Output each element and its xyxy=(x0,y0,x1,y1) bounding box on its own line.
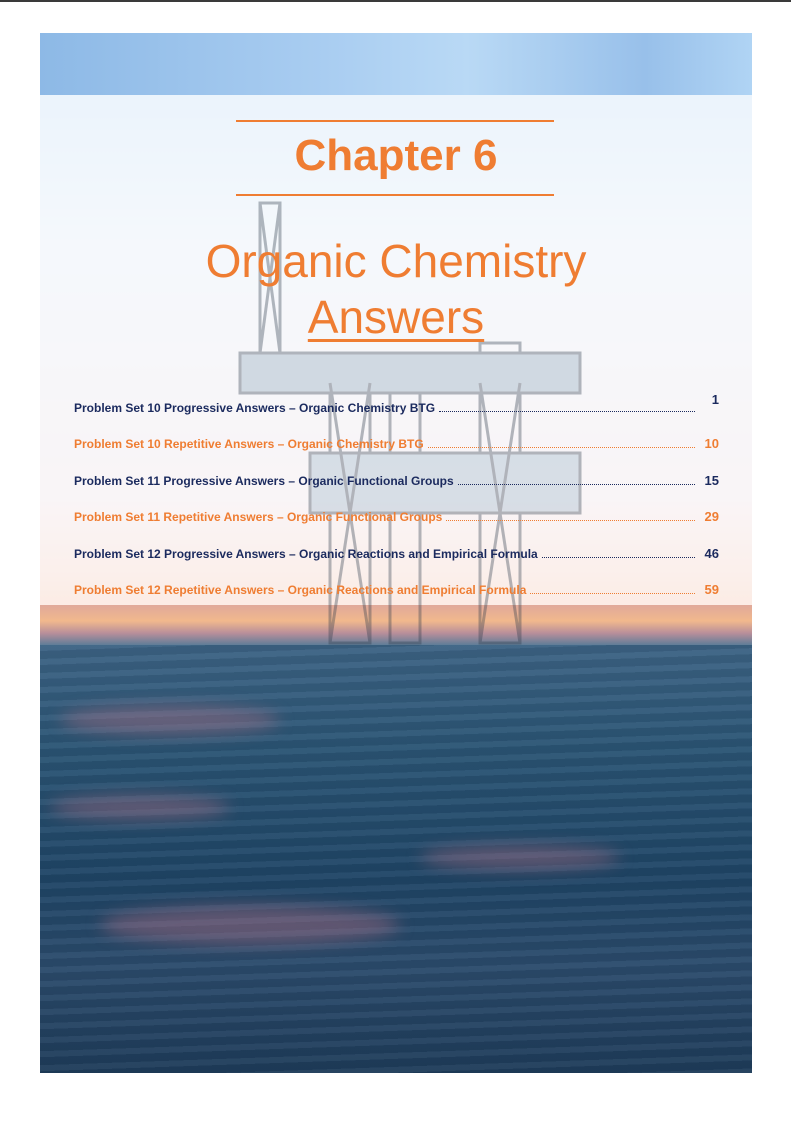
toc-entry-label: Problem Set 12 Progressive Answers – Organic Reactions and Empirical Formula xyxy=(74,546,538,561)
toc-entry-label: Problem Set 10 Repetitive Answers – Organic Chemistry BTG xyxy=(74,437,424,451)
toc-entry[interactable] xyxy=(74,451,719,488)
title-line-2: Answers xyxy=(307,291,485,343)
title-line-1: Organic Chemistry xyxy=(205,235,587,287)
table-of-contents xyxy=(74,378,719,597)
toc-entry-label: Problem Set 11 Progressive Answers – Organic Functional Groups xyxy=(74,473,454,488)
toc-entry-page: 46 xyxy=(704,545,719,561)
leader-dots xyxy=(542,557,695,558)
document-page xyxy=(40,33,752,1073)
bottom-rule xyxy=(236,194,554,196)
toc-entry-page: 59 xyxy=(704,582,719,597)
top-rule xyxy=(236,120,554,122)
toc-entry[interactable] xyxy=(74,378,719,415)
chapter-heading: Chapter 6 xyxy=(294,131,498,180)
sea-background xyxy=(40,645,752,1073)
leader-dots xyxy=(446,520,695,521)
toc-entry-label: Problem Set 12 Repetitive Answers – Organic Reactions and Empirical Formula xyxy=(74,583,527,597)
toc-entry[interactable] xyxy=(74,561,719,598)
toc-entry-label: Problem Set 11 Repetitive Answers – Organic Functional Groups xyxy=(74,510,443,524)
leader-dots xyxy=(428,447,695,448)
toc-entry-page: 1 xyxy=(711,392,719,407)
leader-dots xyxy=(439,411,695,412)
toc-entry[interactable] xyxy=(74,488,719,525)
toc-entry-label: Problem Set 10 Progressive Answers – Organic Chemistry BTG xyxy=(74,400,436,415)
sky-band xyxy=(40,33,752,95)
toc-entry-page: 15 xyxy=(704,472,719,488)
toc-entry-page: 10 xyxy=(704,436,719,451)
window-top-border xyxy=(0,0,791,2)
toc-entry[interactable] xyxy=(74,524,719,561)
toc-entry-page: 29 xyxy=(704,509,719,524)
toc-entry[interactable] xyxy=(74,415,719,452)
leader-dots xyxy=(458,484,695,485)
chapter-title xyxy=(40,233,752,345)
leader-dots xyxy=(530,593,695,594)
